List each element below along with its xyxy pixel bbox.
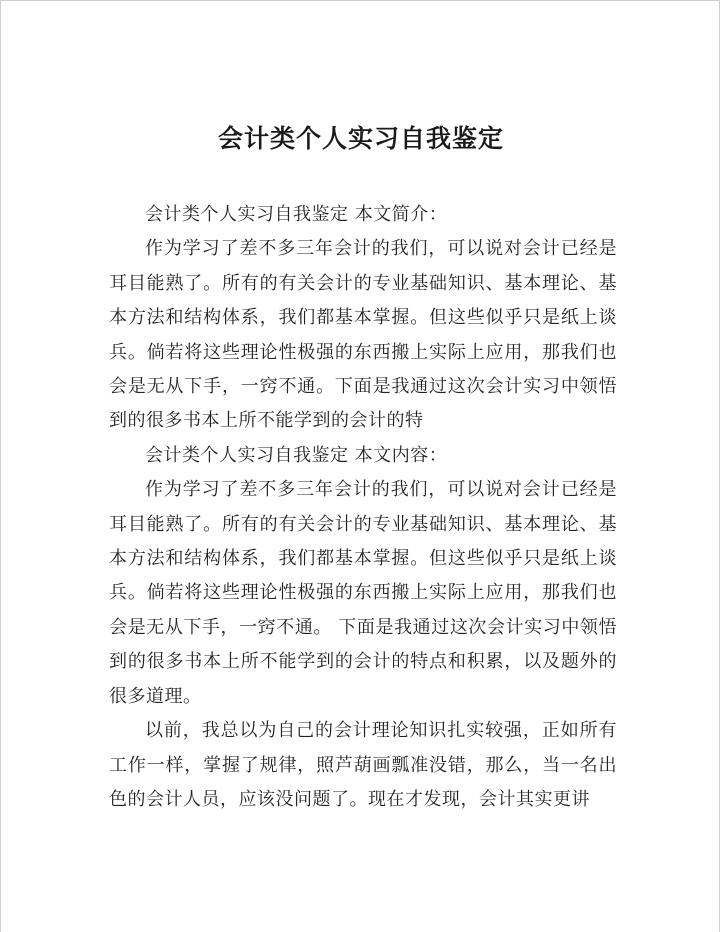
document-body	[109, 198, 617, 817]
paragraph-previously: 以前，我总以为自己的会计理论知识扎实较强，正如所有工作一样，掌握了规律，照芦葫画瓢准没错，那么，当一名出色的会计人员，应该没问题了。现在才发现，会计其实更讲	[109, 720, 617, 810]
document-title: 会计类个人实习自我鉴定	[217, 124, 504, 153]
paragraph-content-text: 作为学习了差不多三年会计的我们，可以说对会计已经是耳目能熟了。所有的有关会计的专业基础知识、基本理论、基本方法和结构体系，我们都基本掌握。但这些似乎只是纸上谈兵。倘若将这些理论性极强的东西搬上实际上应用，那我们也会是无从下手，一窍不通。 下面是我通过这次会计实习中领悟到的很多书本上所不能学到的会计的特点和积累，以及题外的很多道理。	[109, 479, 617, 707]
paragraph-intro-text: 作为学习了差不多三年会计的我们，可以说对会计已经是耳目能熟了。所有的有关会计的专业基础知识、基本理论、基本方法和结构体系，我们都基本掌握。但这些似乎只是纸上谈兵。倘若将这些理论性极强的东西搬上实际上应用，那我们也会是无从下手，一窍不通。下面是我通过这次会计实习中领悟到的很多书本上所不能学到的会计的特	[109, 238, 617, 432]
paragraph-content-heading: 会计类个人实习自我鉴定 本文内容：	[145, 444, 448, 466]
paragraph-intro-heading: 会计类个人实习自我鉴定 本文简介：	[145, 204, 448, 225]
